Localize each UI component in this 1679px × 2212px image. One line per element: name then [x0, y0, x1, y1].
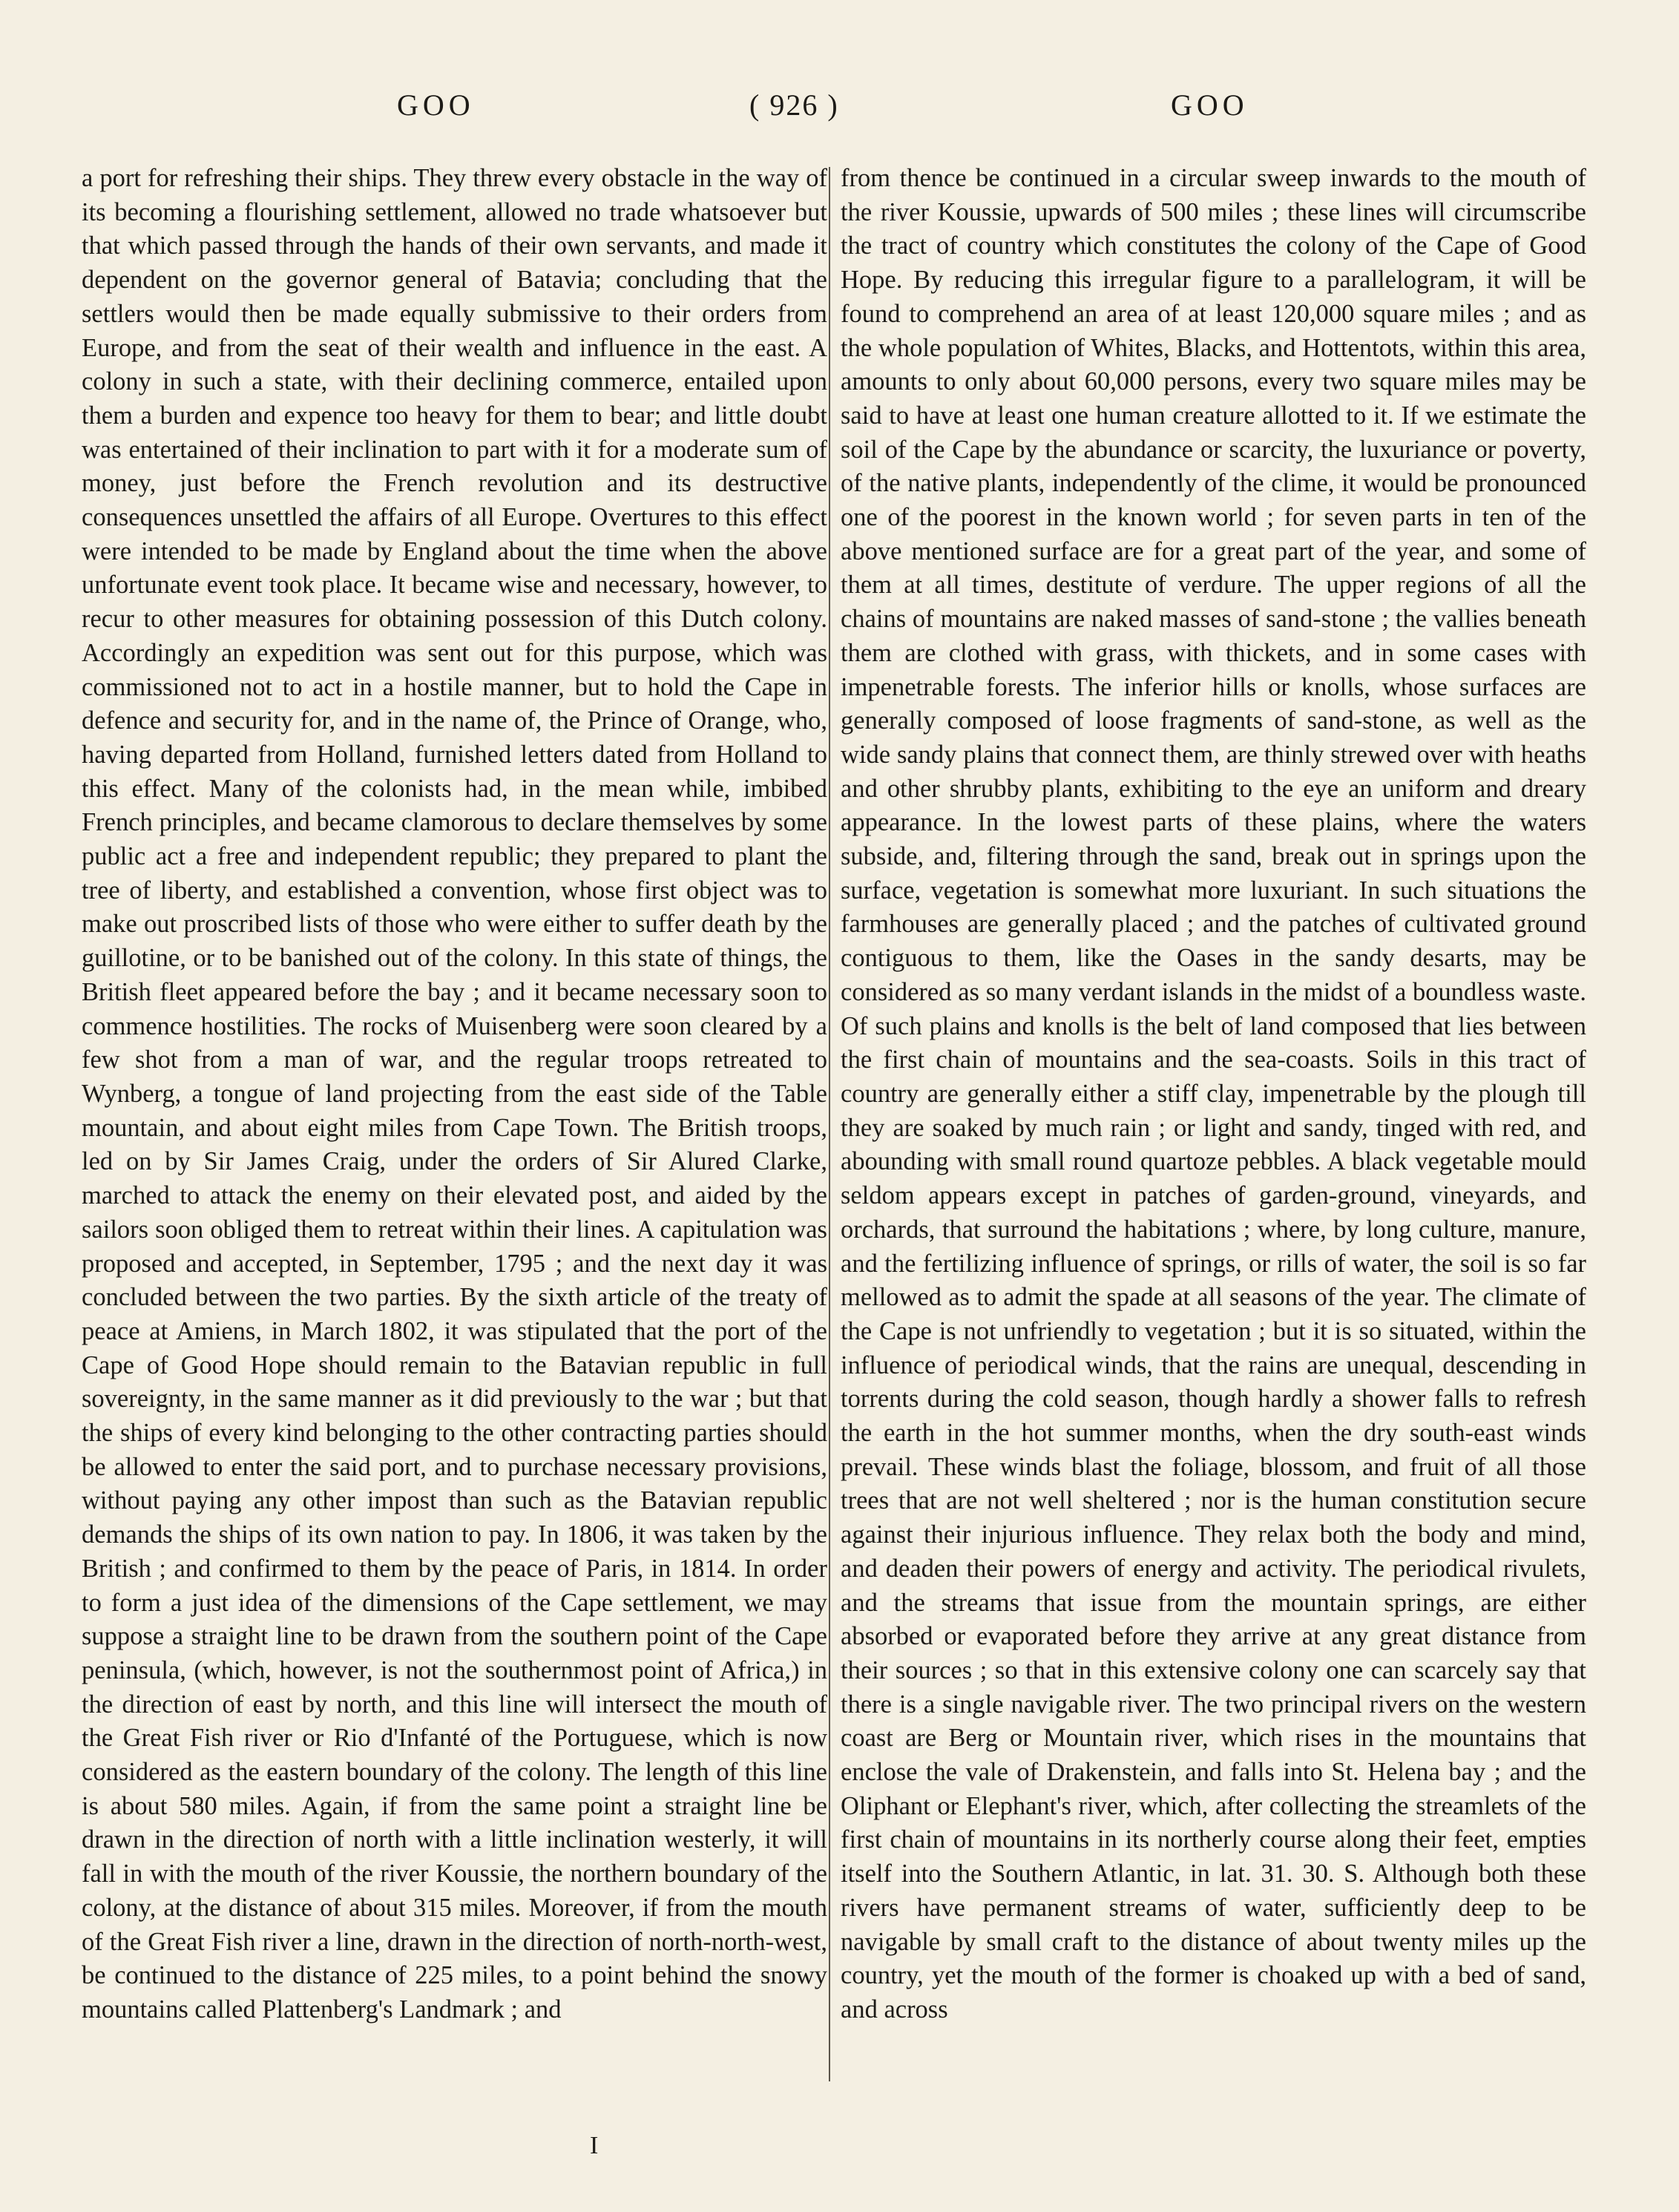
- right-column-text: from thence be continued in a circular sweep inwards to the mouth of the river Koussie, upwards of 500 miles ; these lines will circumscribe the tract of country which constitutes the colony of the Cape of Good Hope. By reducing this irregular figure to a parallelogram, it will be found to comprehend an area of at least 120,000 square miles ; and as the whole population of Whites, Blacks, and Hottentots, within this area, amounts to only about 60,000 persons, every two square miles may be said to have at least one human creature allotted to it. If we estimate the soil of the Cape by the abundance or scarcity, the luxuriance or poverty, of the native plants, independently of the clime, it would be pronounced one of the poorest in the known world ; for seven parts in ten of the above mentioned surface are for a great part of the year, and some of them at all times, destitute of verdure. The upper regions of all the chains of mountains are naked masses of sand-stone ; the vallies beneath them are clothed with grass, with thickets, and in some cases with impenetrable forests. The inferior hills or knolls, whose surfaces are generally composed of loose fragments of sand-stone, as well as the wide sandy plains that connect them, are thinly strewed over with heaths and other shrubby plants, exhibiting to the eye an uniform and dreary appearance. In the lowest parts of these plains, where the waters subside, and, filtering through the sand, break out in springs upon the surface, vegetation is somewhat more luxuriant. In such situations the farmhouses are generally placed ; and the patches of cultivated ground contiguous to them, like the Oases in the sandy desarts, may be considered as so many verdant islands in the midst of a boundless waste. Of such plains and knolls is the belt of land composed that lies between the first chain of mountains and the sea-coasts. Soils in this tract of country are generally either a stiff clay, impenetrable by the plough till they are soaked by much rain ; or light and sandy, tinged with red, and abounding with small round quartoze pebbles. A black vegetable mould seldom appears except in patches of garden-ground, vineyards, and orchards, that surround the habitations ; where, by long culture, manure, and the fertilizing influence of springs, or rills of water, the soil is so far mellowed as to admit the spade at all seasons of the year. The climate of the Cape is not unfriendly to vegetation ; but it is so situated, within the influence of periodical winds, that the rains are unequal, descending in torrents during the cold season, though hardly a shower falls to refresh the earth in the hot summer months, when the dry south-east winds prevail. These winds blast the foliage, blossom, and fruit of all those trees that are not well sheltered ; nor is the human constitution secure against their injurious influence. They relax both the body and mind, and deaden their powers of energy and activity. The periodical rivulets, and the streams that issue from the mountain springs, are either absorbed or evaporated before they arrive at any great distance from their sources ; so that in this extensive colony one can scarcely say that there is a single navigable river. The two principal rivers on the western coast are Berg or Mountain river, which rises in the mountains that enclose the vale of Drakenstein, and falls into St. Helena bay ; and the Oliphant or Elephant's river, which, after collecting the streamlets of the first chain of mountains in its northerly course along their feet, empties itself into the Southern Atlantic, in lat. 31. 30. S. Although both these rivers have permanent streams of water, sufficiently deep to be navigable by small craft to the distance of about twenty miles up the country, yet the mouth of the former is choaked up with a bed of sand, and across: [841, 164, 1586, 2024]
- running-head-right: GOO: [1171, 88, 1249, 122]
- column-divider: [829, 167, 830, 2081]
- page-number: ( 926 ): [749, 88, 839, 122]
- running-head-left: GOO: [397, 88, 475, 122]
- running-head: [0, 88, 1679, 132]
- right-column: [841, 162, 1586, 2165]
- left-column-text: a port for refreshing their ships. They threw every obstacle in the way of its becoming a flourishing settlement, allowed no trade whatsoever but that which passed through the hands of their own servants, and made it dependent on the governor general of Batavia; concluding that the settlers would then be made equally submissive to their orders from Europe, and from the seat of their wealth and influence in the east. A colony in such a state, with their declining commerce, entailed upon them a burden and expence too heavy for them to bear; and little doubt was entertained of their inclination to part with it for a moderate sum of money, just before the French revolution and its destructive consequences unsettled the affairs of all Europe. Overtures to this effect were intended to be made by England about the time when the above unfortunate event took place. It became wise and necessary, however, to recur to other measures for obtaining possession of this Dutch colony. Accordingly an expedition was sent out for this purpose, which was commissioned not to act in a hostile manner, but to hold the Cape in defence and security for, and in the name of, the Prince of Orange, who, having departed from Holland, furnished letters dated from Holland to this effect. Many of the colonists had, in the mean while, imbibed French principles, and became clamorous to declare themselves by some public act a free and independent republic; they prepared to plant the tree of liberty, and established a convention, whose first object was to make out proscribed lists of those who were either to suffer death by the guillotine, or to be banished out of the colony. In this state of things, the British fleet appeared before the bay ; and it became necessary soon to commence hostilities. The rocks of Muisenberg were soon cleared by a few shot from a man of war, and the regular troops retreated to Wynberg, a tongue of land projecting from the east side of the Table mountain, and about eight miles from Cape Town. The British troops, led on by Sir James Craig, under the orders of Sir Alured Clarke, marched to attack the enemy on their elevated post, and aided by the sailors soon obliged them to retreat within their lines. A capitulation was proposed and accepted, in September, 1795 ; and the next day it was concluded between the two parties. By the sixth article of the treaty of peace at Amiens, in March 1802, it was stipulated that the port of the Cape of Good Hope should remain to the Batavian republic in full sovereignty, in the same manner as it did previously to the war ; but that the ships of every kind belonging to the other contracting parties should be allowed to enter the said port, and to purchase necessary provisions, without paying any other impost than such as the Batavian republic demands the ships of its own nation to pay. In 1806, it was taken by the British ; and confirmed to them by the peace of Paris, in 1814. In order to form a just idea of the dimensions of the Cape settlement, we may suppose a straight line to be drawn from the southern point of the Cape peninsula, (which, however, is not the southernmost point of Africa,) in the direction of east by north, and this line will intersect the mouth of the Great Fish river or Rio d'Infanté of the Portuguese, which is now considered as the eastern boundary of the colony. The length of this line is about 580 miles. Again, if from the same point a straight line be drawn in the direction of north with a little inclination westerly, it will fall in with the mouth of the river Koussie, the northern boundary of the colony, at the distance of about 315 miles. Moreover, if from the mouth of the Great Fish river a line, drawn in the direction of north-north-west, be continued to the distance of 225 miles, to a point behind the snowy mountains called Plattenberg's Landmark ; and: [82, 164, 827, 2024]
- signature-mark: I: [590, 2132, 599, 2159]
- left-column: [82, 162, 827, 2165]
